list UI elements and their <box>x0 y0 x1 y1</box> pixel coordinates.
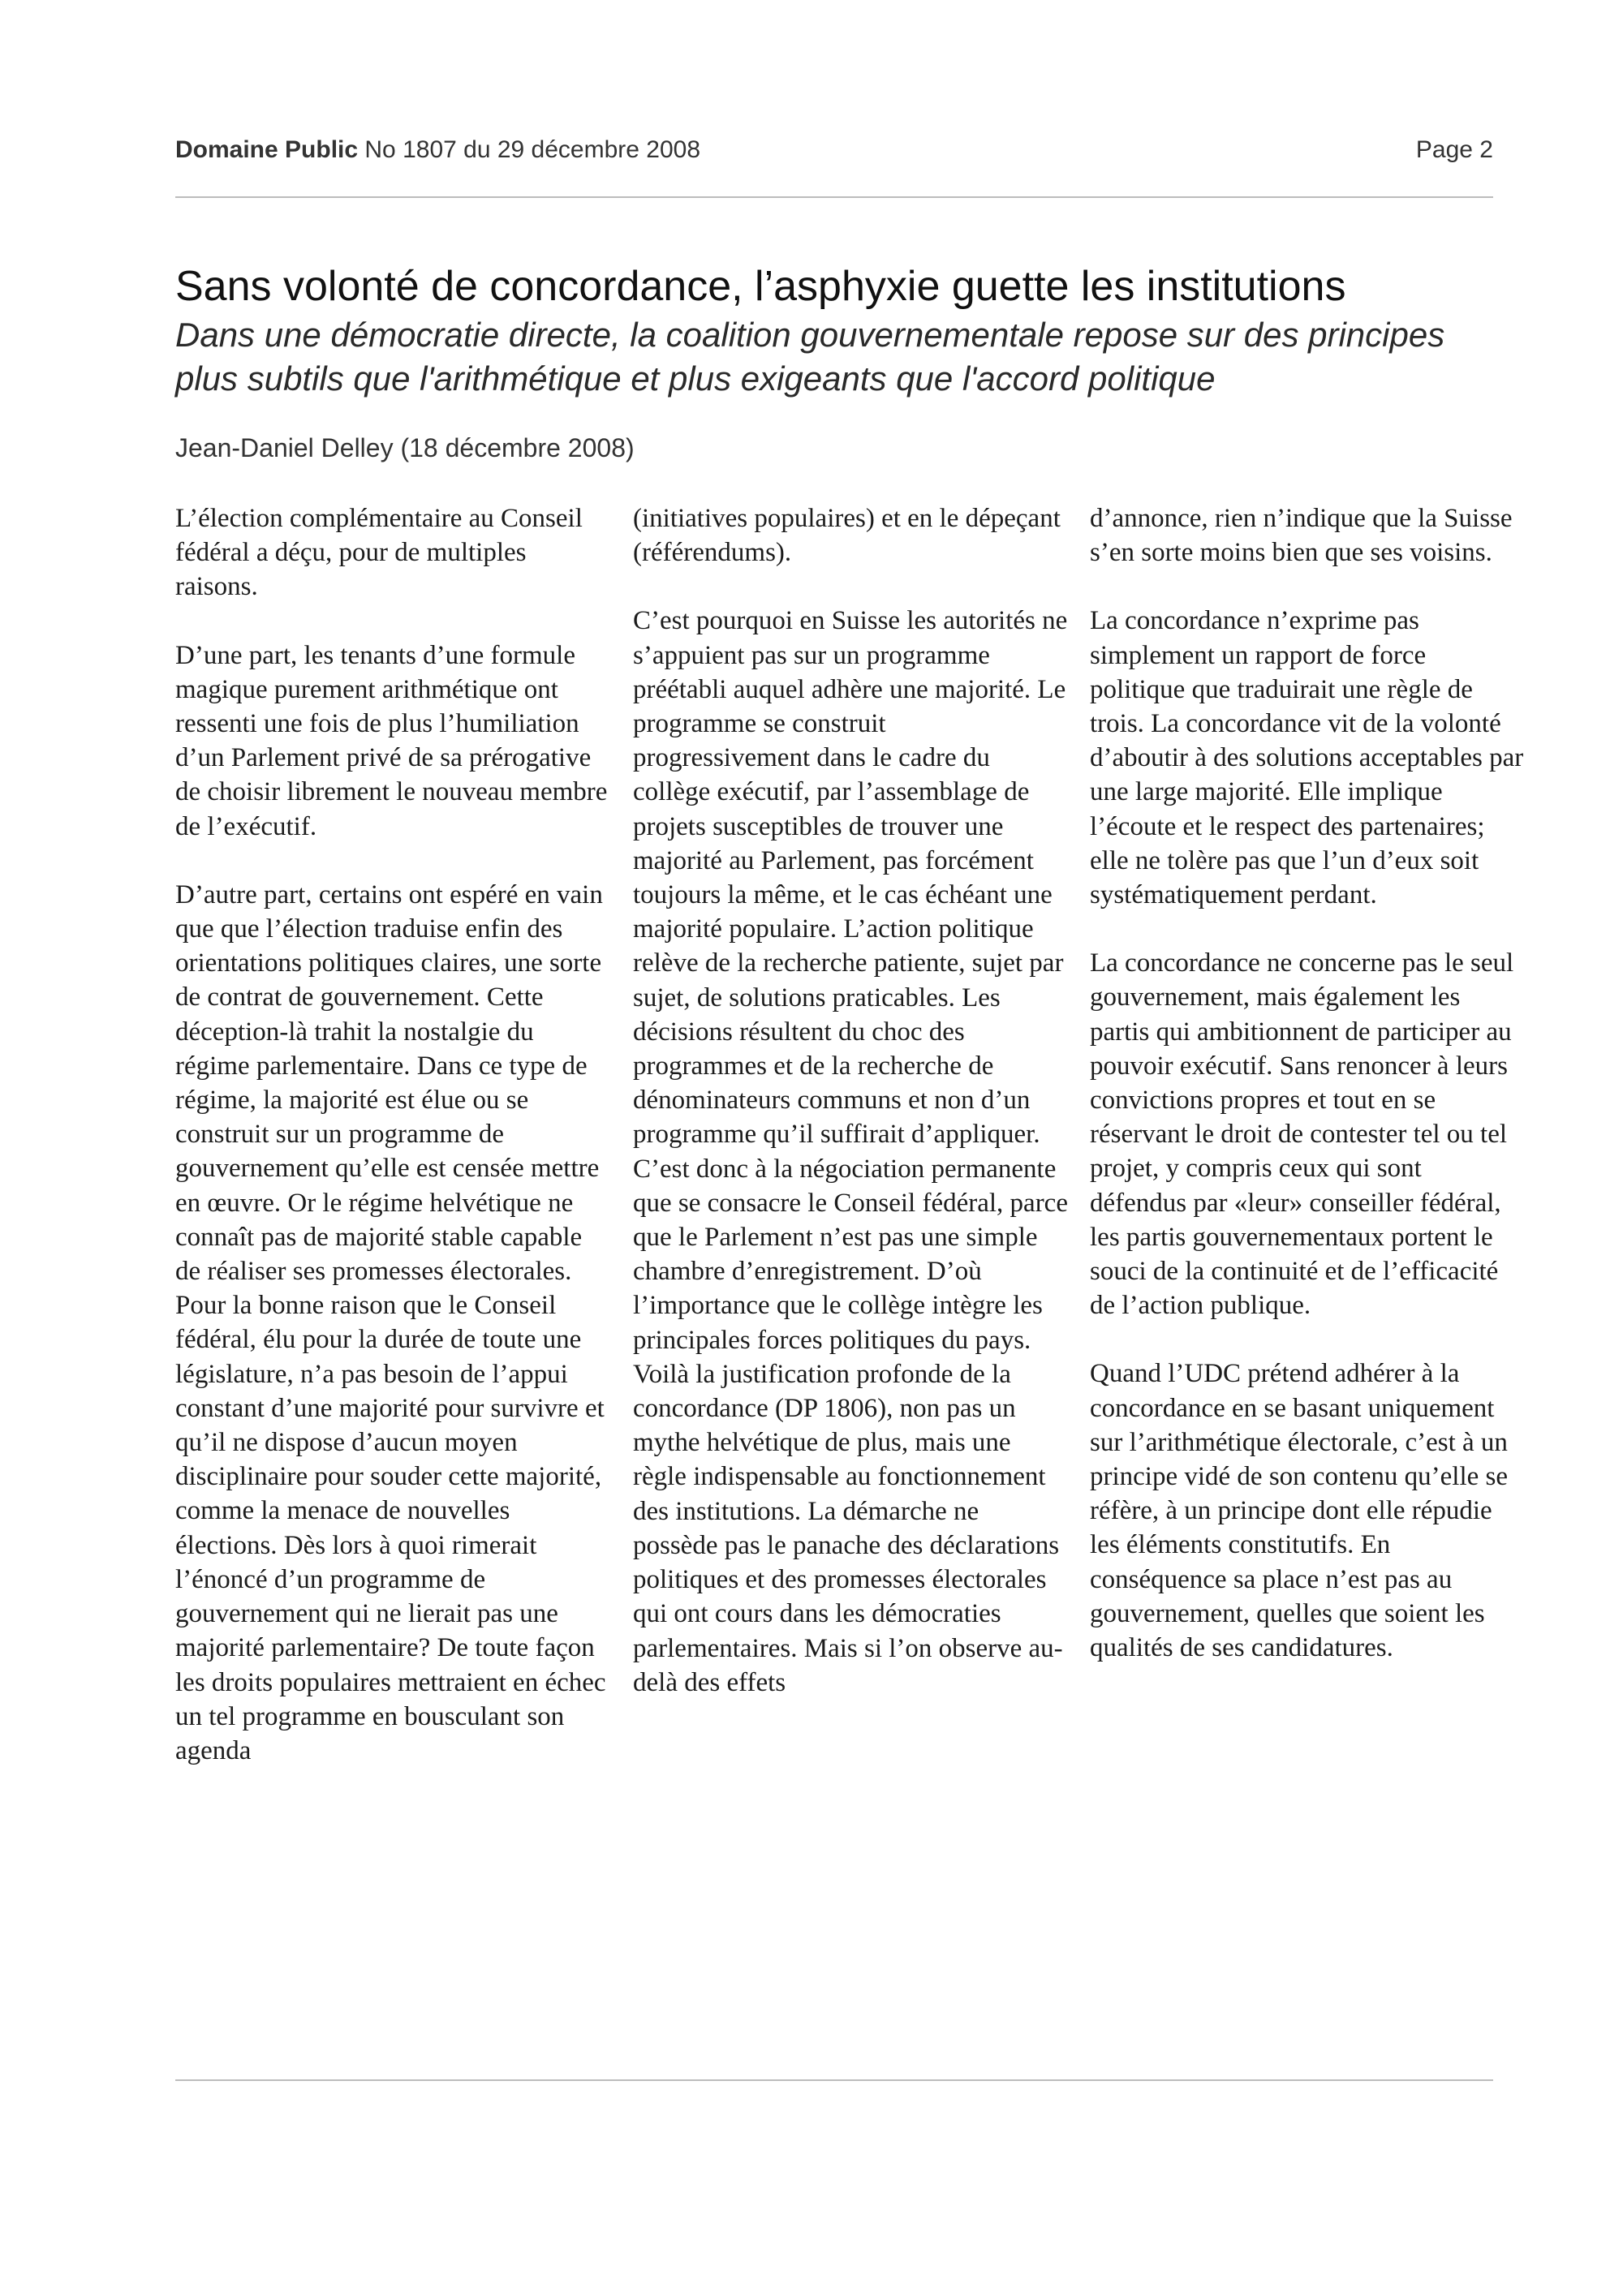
paragraph: C’est pourquoi en Suisse les autorités ne s’appuient pas sur un programme préétabli auquel adhère une majorité. Le programme se construit progressivement dans le cadre du collège exécutif, par l’assemblage de projets susceptibles de trouver une majorité au Parlement, pas forcément toujours la même, et le cas échéant une majorité populaire. L’action politique relève de la recherche patiente, sujet par sujet, de solutions praticables. Les décisions résultent du choc des programmes et de la recherche de dénominateurs communs et non d’un programme qu’il suffirait d’appliquer. C’est donc à la négociation permanente que se consacre le Conseil fédéral, parce que le Parlement n’est pas une simple chambre d’enregistrement. D’où l’importance que le collège intègre les principales forces politiques du pays. Voilà la justification profonde de la concordance (DP 1806), non pas un mythe helvétique de plus, mais une règle indispensable au fonctionnement des institutions. La démarche ne possède pas le panache des déclarations politiques et des promesses électorales qui ont cours dans les démocraties parlementaires. Mais si l’on observe au-delà des effets <box>633 606 1068 1697</box>
article-title: Sans volonté de concordance, l’asphyxie guette les institutions <box>175 263 1346 310</box>
article-subtitle: Dans une démocratie directe, la coalition gouvernementale repose sur des principes plus subtils que l'arithmétique et plus exigeants que l'accord politique <box>175 316 1445 398</box>
article-column-3 <box>1090 501 1525 1665</box>
header-divider <box>175 196 1493 198</box>
page-header <box>175 136 1493 169</box>
paragraph: d’annonce, rien n’indique que la Suisse s’en sorte moins bien que ses voisins. <box>1090 504 1513 568</box>
issue-info: No 1807 du 29 décembre 2008 <box>364 136 701 163</box>
paragraph: L’élection complémentaire au Conseil fédéral a déçu, pour de multiples raisons. <box>175 504 583 602</box>
paragraph: D’autre part, certains ont espéré en vain que que l’élection traduise enfin des orientations politiques claires, une sorte de contrat de gouvernement. Cette déception-là trahit la nostalgie du régime parlementaire. Dans ce type de régime, la majorité est élue ou se construit sur un programme de gouvernement qu’elle est censée mettre en œuvre. Or le régime helvétique ne connaît pas de majorité stable capable de réaliser ses promesses électorales. Pour la bonne raison que le Conseil fédéral, élu pour la durée de toute une législature, n’a pas besoin de l’appui constant d’une majorité pour survivre et qu’il ne dispose d’aucun moyen disciplinaire pour souder cette majorité, comme la menace de nouvelles élections. Dès lors à quoi rimerait l’énoncé d’un programme de gouvernement qui ne lierait pas une majorité parlementaire? De toute façon les droits populaires mettraient en échec un tel programme en bousculant son agenda <box>175 879 606 1765</box>
article-column-1 <box>175 501 610 1768</box>
page-number: Page 2 <box>1415 136 1493 163</box>
footer-divider <box>175 2079 1493 2081</box>
article-column-2 <box>633 501 1068 1700</box>
article-byline: Jean-Daniel Delley (18 décembre 2008) <box>175 433 635 462</box>
paragraph: (initiatives populaires) et en le dépeçant (référendums). <box>633 504 1061 568</box>
paragraph: La concordance n’exprime pas simplement un rapport de force politique que traduirait une règle de trois. La concordance vit de la volonté d’aboutir à des solutions acceptables par une large majorité. Elle implique l’écoute et le respect des partenaires; elle ne tolère pas que l’un d’eux soit systématiquement perdant. <box>1090 606 1524 910</box>
paragraph: Quand l’UDC prétend adhérer à la concordance en se basant uniquement sur l’arithmétique électorale, c’est à un principe vidé de son contenu qu’elle se réfère, à un principe dont elle répudie les éléments constitutifs. En conséquence sa place n’est pas au gouvernement, quelles que soient les qualités de ses candidatures. <box>1090 1359 1508 1663</box>
paragraph: D’une part, les tenants d’une formule magique purement arithmétique ont ressenti une fois de plus l’humiliation d’un Parlement privé de sa prérogative de choisir librement le nouveau membre de l’exécutif. <box>175 640 608 841</box>
paragraph: La concordance ne concerne pas le seul gouvernement, mais également les partis qui ambitionnent de participer au pouvoir exécutif. Sans renoncer à leurs convictions propres et tout en se réservant le droit de contester tel ou tel projet, y compris ceux qui sont défendus par «leur» conseiller fédéral, les partis gouvernementaux portent le souci de la continuité et de l’efficacité de l’action publique. <box>1090 948 1514 1321</box>
header-publication-info <box>175 136 700 164</box>
publication-name: Domaine Public <box>175 136 359 163</box>
